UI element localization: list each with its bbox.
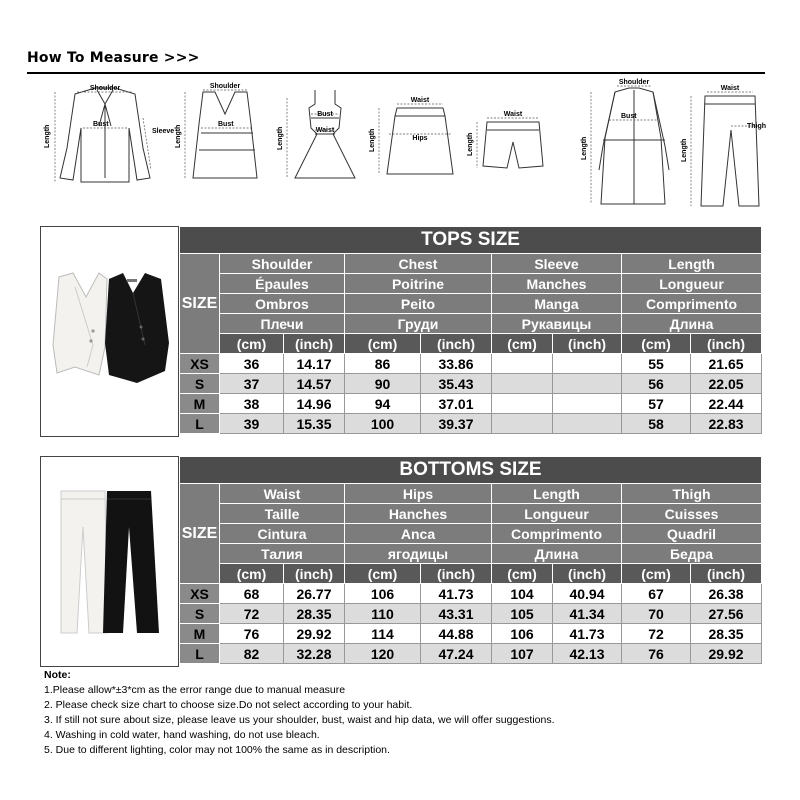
tops-size-header: SIZE [180, 254, 220, 354]
table-cell: 21.65 [691, 354, 762, 374]
table-cell: 29.92 [284, 624, 345, 644]
tops-row-xs [180, 354, 762, 374]
bottoms-unit-cell: (cm) [220, 564, 284, 584]
coat-bust-label: Bust [621, 113, 637, 120]
skirt-hips-label: Hips [412, 135, 428, 142]
tops-row-m [180, 394, 762, 414]
tops-header-shoulder-ru: Плечи [220, 314, 345, 334]
tops-unit-cell: (inch) [553, 334, 622, 354]
table-cell: 33.86 [421, 354, 492, 374]
bottoms-header-length-pt: Comprimento [492, 524, 622, 544]
vest-illustration [41, 227, 178, 436]
table-cell: 47.24 [421, 644, 492, 664]
table-cell: 40.94 [553, 584, 622, 604]
bottoms-header-waist-fr: Taille [220, 504, 345, 524]
coat-shoulder-label: Shoulder [618, 79, 650, 86]
bottoms-row-l [180, 644, 762, 664]
table-cell: 58 [622, 414, 691, 434]
bottoms-header-length-fr: Longueur [492, 504, 622, 524]
pants-thigh-label: Thigh [747, 123, 767, 130]
tops-row-l [180, 414, 762, 434]
bottoms-row-s [180, 604, 762, 624]
tops-header-shoulder-pt: Ombros [220, 294, 345, 314]
tops-size-table [179, 226, 762, 434]
dress-bust-label: Bust [317, 111, 333, 118]
tops-header-sleeve: Sleeve [492, 254, 622, 274]
table-cell: 70 [622, 604, 691, 624]
bottoms-title: BOTTOMS SIZE [180, 457, 762, 484]
bottoms-size-table [179, 456, 762, 664]
blouse-shoulder-label: Shoulder [89, 85, 121, 92]
table-cell: 22.05 [691, 374, 762, 394]
dress-length-label: Length [277, 126, 284, 150]
table-cell: 104 [492, 584, 553, 604]
table-cell: 110 [345, 604, 421, 624]
table-cell: 55 [622, 354, 691, 374]
blouse-length-label: Length [44, 124, 51, 148]
table-cell: 22.44 [691, 394, 762, 414]
table-cell: 37 [220, 374, 284, 394]
table-cell: 39 [220, 414, 284, 434]
table-cell: 22.83 [691, 414, 762, 434]
bottoms-unit-cell: (inch) [691, 564, 762, 584]
tops-title: TOPS SIZE [180, 227, 762, 254]
tops-unit-cell: (inch) [421, 334, 492, 354]
size-label: S [180, 604, 220, 624]
blouse-figure [60, 88, 150, 182]
coat-figure [599, 88, 669, 204]
bottoms-unit-cell: (cm) [492, 564, 553, 584]
table-cell: 36 [220, 354, 284, 374]
table-cell [553, 394, 622, 414]
bottoms-header-waist-pt: Cintura [220, 524, 345, 544]
shorts-length-label: Length [467, 132, 474, 156]
pants-waist-label: Waist [720, 85, 740, 92]
bottoms-header-hips-pt: Anca [345, 524, 492, 544]
tops-header-chest-fr: Poitrine [345, 274, 492, 294]
coat-length-label: Length [581, 136, 588, 160]
table-cell: 105 [492, 604, 553, 624]
table-cell: 120 [345, 644, 421, 664]
table-cell: 41.73 [421, 584, 492, 604]
table-cell: 44.88 [421, 624, 492, 644]
note-line: 2. Please check size chart to choose size.Do not select according to your habit. [44, 699, 413, 711]
dress-waist-label: Waist [315, 127, 335, 134]
size-label: XS [180, 584, 220, 604]
cami-shoulder-label: Shoulder [209, 83, 241, 90]
bottoms-header-hips-ru: ягодицы [345, 544, 492, 564]
bottoms-header-thigh-fr: Cuisses [622, 504, 762, 524]
table-cell: 26.38 [691, 584, 762, 604]
note-line: 5. Due to different lighting, color may not 100% the same as in description. [44, 744, 390, 756]
tops-header-sleeve-pt: Manga [492, 294, 622, 314]
bottoms-header-thigh-pt: Quadril [622, 524, 762, 544]
table-cell: 68 [220, 584, 284, 604]
tops-unit-cell: (inch) [284, 334, 345, 354]
cami-figure [193, 92, 257, 178]
bottoms-header-waist: Waist [220, 484, 345, 504]
table-cell: 27.56 [691, 604, 762, 624]
table-cell [492, 394, 553, 414]
table-cell: 14.96 [284, 394, 345, 414]
tops-header-chest-ru: Груди [345, 314, 492, 334]
bottoms-header-hips-fr: Hanches [345, 504, 492, 524]
table-cell: 43.31 [421, 604, 492, 624]
how-to-measure-title: How To Measure >>> [27, 50, 200, 66]
notes-section [44, 668, 744, 758]
table-cell: 106 [492, 624, 553, 644]
table-cell: 56 [622, 374, 691, 394]
size-label: M [180, 394, 220, 414]
size-label: L [180, 644, 220, 664]
table-cell: 82 [220, 644, 284, 664]
table-cell: 86 [345, 354, 421, 374]
pants-figure [701, 96, 759, 206]
bottoms-unit-cell: (inch) [284, 564, 345, 584]
table-cell: 67 [622, 584, 691, 604]
table-cell: 35.43 [421, 374, 492, 394]
bottoms-header-thigh: Thigh [622, 484, 762, 504]
tops-unit-cell: (inch) [691, 334, 762, 354]
table-cell: 76 [622, 644, 691, 664]
table-cell [553, 374, 622, 394]
tops-unit-cell: (cm) [220, 334, 284, 354]
dress-figure [295, 90, 355, 178]
table-cell: 94 [345, 394, 421, 414]
note-line: 3. If still not sure about size, please leave us your shoulder, bust, waist and hip data, we will offer suggestions. [44, 714, 555, 726]
table-cell: 100 [345, 414, 421, 434]
tops-unit-cell: (cm) [622, 334, 691, 354]
header-divider [27, 72, 765, 74]
table-cell: 14.17 [284, 354, 345, 374]
bottoms-row-xs [180, 584, 762, 604]
table-cell: 39.37 [421, 414, 492, 434]
bottoms-header-waist-ru: Талия [220, 544, 345, 564]
tops-unit-cell: (cm) [492, 334, 553, 354]
table-cell: 76 [220, 624, 284, 644]
skirt-length-label: Length [369, 128, 376, 152]
cami-length-label: Length [175, 124, 182, 148]
table-cell: 42.13 [553, 644, 622, 664]
table-cell: 29.92 [691, 644, 762, 664]
tops-header-length-ru: Длина [622, 314, 762, 334]
bottoms-unit-cell: (cm) [622, 564, 691, 584]
note-line: 4. Washing in cold water, hand washing, do not use bleach. [44, 729, 320, 741]
table-cell: 72 [220, 604, 284, 624]
bottoms-unit-cell: (inch) [553, 564, 622, 584]
size-label: XS [180, 354, 220, 374]
bottoms-unit-cell: (cm) [345, 564, 421, 584]
table-cell [553, 414, 622, 434]
tops-header-chest: Chest [345, 254, 492, 274]
shorts-waist-label: Waist [503, 111, 523, 118]
table-cell: 106 [345, 584, 421, 604]
table-cell: 114 [345, 624, 421, 644]
bottoms-header-length: Length [492, 484, 622, 504]
notes-title: Note: [44, 669, 71, 681]
bottoms-header-thigh-ru: Бедра [622, 544, 762, 564]
blouse-bust-label: Bust [93, 121, 109, 128]
tops-header-chest-pt: Peito [345, 294, 492, 314]
table-cell: 26.77 [284, 584, 345, 604]
table-cell [492, 354, 553, 374]
bottoms-size-header: SIZE [180, 484, 220, 584]
table-cell: 28.35 [691, 624, 762, 644]
shorts-figure [483, 122, 543, 168]
tops-header-length: Length [622, 254, 762, 274]
tops-header-sleeve-fr: Manches [492, 274, 622, 294]
size-label: L [180, 414, 220, 434]
table-cell [553, 354, 622, 374]
table-cell: 107 [492, 644, 553, 664]
table-cell: 90 [345, 374, 421, 394]
tops-row-s [180, 374, 762, 394]
bottoms-product-photo [40, 456, 179, 667]
size-label: M [180, 624, 220, 644]
table-cell [492, 414, 553, 434]
tops-header-shoulder-fr: Épaules [220, 274, 345, 294]
blouse-sleeve-label: Sleeve [152, 128, 175, 135]
table-cell: 37.01 [421, 394, 492, 414]
bottoms-row-m [180, 624, 762, 644]
measurement-figures [25, 78, 775, 213]
pants-illustration [41, 457, 178, 666]
table-cell: 14.57 [284, 374, 345, 394]
tops-header-length-fr: Longueur [622, 274, 762, 294]
note-line: 1.Please allow*±3*cm as the error range due to manual measure [44, 684, 346, 696]
table-cell: 72 [622, 624, 691, 644]
table-cell: 41.73 [553, 624, 622, 644]
table-cell: 32.28 [284, 644, 345, 664]
bottoms-header-length-ru: Длина [492, 544, 622, 564]
skirt-waist-label: Waist [410, 97, 430, 104]
pants-length-label: Length [681, 138, 688, 162]
tops-header-sleeve-ru: Рукавицы [492, 314, 622, 334]
size-label: S [180, 374, 220, 394]
table-cell: 41.34 [553, 604, 622, 624]
bottoms-header-hips: Hips [345, 484, 492, 504]
table-cell: 28.35 [284, 604, 345, 624]
table-cell: 15.35 [284, 414, 345, 434]
bottoms-unit-cell: (inch) [421, 564, 492, 584]
table-cell [492, 374, 553, 394]
cami-bust-label: Bust [218, 121, 234, 128]
tops-header-shoulder: Shoulder [220, 254, 345, 274]
tops-unit-cell: (cm) [345, 334, 421, 354]
tops-product-photo [40, 226, 179, 437]
table-cell: 38 [220, 394, 284, 414]
tops-header-length-pt: Comprimento [622, 294, 762, 314]
table-cell: 57 [622, 394, 691, 414]
